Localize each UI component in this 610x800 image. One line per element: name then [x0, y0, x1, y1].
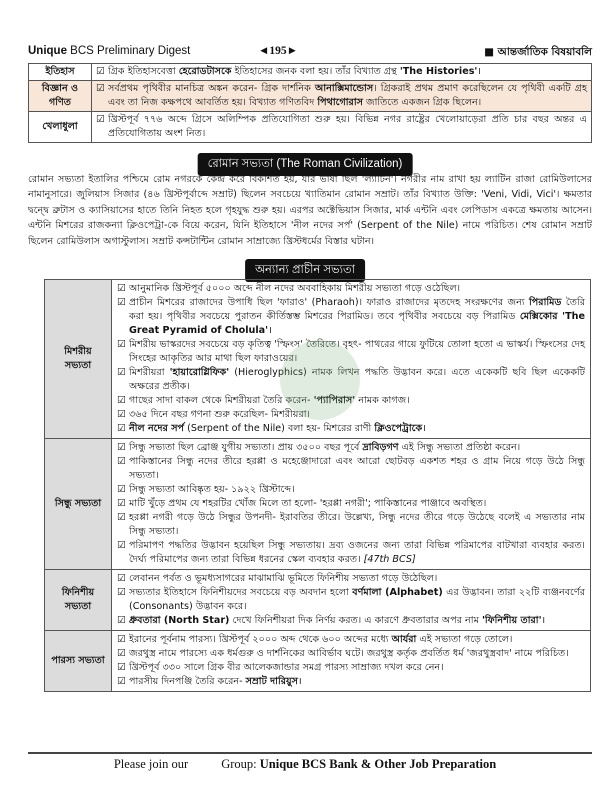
bold-text: আনাক্সিমান্ডোস [314, 83, 374, 94]
checkbox-checked-icon: ☑ [117, 423, 126, 434]
text: জরথুস্ত্র নামে পারস্যে এক ধর্মগুরু ও দার্শনিকের আবির্ভাব ঘটে। জরথুস্ত্র কর্তৃক প্রবর্তিত ধর্ম 'জরথুস্ত্রবাদ' নামে পরিচিত। [129, 648, 569, 659]
text: এই সভ্যতা গড়ে তোলে। [416, 634, 513, 645]
checkbox-checked-icon: ☑ [117, 283, 126, 294]
text: জাতিতে একজন গ্রিক ছিলেন। [362, 97, 482, 108]
bold-text: 'The Histories' [399, 66, 478, 77]
row-label: ইতিহাস [29, 64, 92, 81]
bold-text: মেক্সিকোর 'The Great Pyramid of Cholula' [129, 311, 585, 336]
text: গাছের সাদা বাকল থেকে মিশরীয়রা তৈরি করেন- [129, 395, 314, 406]
text: । [268, 325, 272, 336]
checkbox-checked-icon: ☑ [117, 615, 126, 626]
list-item [117, 633, 585, 647]
list-item [117, 497, 585, 511]
list-item [117, 366, 585, 394]
list-item [117, 408, 585, 422]
table-row [45, 439, 591, 570]
text: দেখে ফিনিশীয়রা দিক নির্ণয় করত। এ কারণে ধ্রুবতারার অপর নাম [229, 615, 482, 626]
text: হরপ্পা নগরী গড়ে উঠে সিন্ধুর উপনদী- ইরাবতির তীরে। উল্লেখ্য, সিন্ধু নদের তীরে গড়ে উঠেছে বলেই এ সভ্যতার নাম সিন্ধু সভ্যতা। [129, 512, 585, 537]
brand-rest: BCS Preliminary Digest [66, 45, 191, 57]
bold-text: আর্যরা [391, 634, 417, 645]
bold-text: 'হায়ারোগ্লিফিক' [169, 367, 230, 378]
checkbox-checked-icon: ☑ [96, 114, 105, 125]
list-item [117, 338, 585, 366]
row-label: সিন্ধু সভ্যতা [45, 439, 112, 570]
checkbox-checked-icon: ☑ [117, 456, 126, 467]
list-item [117, 511, 585, 539]
table-row [29, 112, 592, 143]
text: প্রাচীন মিশরের রাজাদের উপাধি ছিল 'ফারাও' (Pharaoh)। ফারাও রাজাদের মৃতদেহ সংরক্ষণের জন্য [129, 297, 530, 308]
text: পারসীয় দিনপঞ্জি তৈরি করেন- [129, 676, 246, 687]
list-item [117, 586, 585, 614]
list-item [117, 539, 585, 567]
checkbox-checked-icon: ☑ [117, 540, 126, 551]
section-title: ■ আন্তর্জাতিক বিষয়াবলি [484, 46, 592, 58]
footer-divider [28, 752, 592, 754]
checkbox-checked-icon: ☑ [117, 409, 126, 420]
table-row [45, 280, 591, 439]
list-item [117, 675, 585, 689]
table-row [29, 81, 592, 112]
list-item [96, 82, 587, 110]
checkbox-checked-icon: ☑ [117, 297, 126, 308]
bold-text: হেরোডটাসকে [178, 66, 232, 77]
text: মাটি খুঁড়ে প্রথম যে শহরটির খোঁজ মিলে তা হলো- 'হরপ্পা নগরী'; পাকিস্তানের পাঞ্জাবে অবস্থিত। [129, 498, 487, 509]
bold-text: ক্লিওপেট্রাকে [374, 423, 423, 434]
row-content [92, 112, 592, 143]
list-item [96, 65, 587, 79]
checkbox-checked-icon: ☑ [117, 648, 126, 659]
text: । [297, 676, 302, 687]
text: । [422, 423, 426, 434]
brand-bold: Unique [28, 45, 67, 57]
list-item [117, 296, 585, 338]
bold-text: পিরামিড [529, 297, 562, 308]
bold-text: বর্ণমালা (Alphabet) [352, 587, 443, 598]
bold-text: 'ফিনিশীয় তারা' [481, 615, 542, 626]
row-label: ফিনিশীয় সভ্যতা [45, 570, 112, 631]
row-label: পারস্য সভ্যতা [45, 631, 112, 692]
text: নামক কাগজ। [355, 395, 410, 406]
row-content [92, 81, 592, 112]
checkbox-checked-icon: ☑ [96, 66, 105, 77]
text: পাকিস্তানের সিন্ধু নদের তীরে হরপ্পা ও মহেঞ্জোদারো এবং আরো ছোটবড় একশত শহর ও গ্রাম নিয়ে গড়ে উঠে সিন্ধু সভ্যতা। [129, 456, 585, 481]
text: সর্বপ্রথম পৃথিবীর মানচিত্র অঙ্কন করেন- গ্রিক দার্শনিক [108, 83, 315, 94]
roman-civilization-heading: রোমান সভ্যতা (The Roman Civilization) [198, 153, 413, 176]
checkbox-checked-icon: ☑ [117, 573, 126, 584]
row-label: খেলাধুলা [29, 112, 92, 143]
list-item [117, 282, 585, 296]
footer-lead: Please join our [113, 757, 189, 771]
list-item [117, 483, 585, 497]
list-item [117, 661, 585, 675]
text: আনুমানিক খ্রিস্টপূর্ব ৫০০০ অব্দে নীল নদের অববাহিকায় মিশরীয় সভ্যতা গড়ে ওঠেছিল। [129, 283, 461, 294]
text: লেবানন পর্বত ও ভূমধ্যসাগরের মাঝামাঝি ভূমিতে ফিনিশীয় সভ্যতা গড়ে উঠেছিল। [129, 573, 438, 584]
table-row [45, 570, 591, 631]
page-header [28, 45, 592, 61]
checkbox-checked-icon: ☑ [117, 367, 126, 378]
text: (Serpent of the Nile) বলা হয়- মিশরের রাণী [184, 423, 375, 434]
greek-civilization-table [28, 63, 592, 143]
bold-text: দ্রাবিড়গণ [362, 442, 399, 453]
checkbox-checked-icon: ☑ [117, 395, 126, 406]
text: খ্রিস্টপূর্ব ৩৩০ সালে গ্রিক বীর আলেকজান্ডার সমগ্র পারস্য সাম্রাজ্য দখল করে নেন। [129, 662, 444, 673]
other-civilizations-heading: অন্যান্য প্রাচীন সভ্যতা [245, 259, 365, 282]
list-item [117, 394, 585, 408]
row-label: মিশরীয় সভ্যতা [45, 280, 112, 439]
row-content [112, 280, 591, 439]
page-number: ◄195► [258, 45, 299, 57]
bold-text: 'প্যাপিরাস' [313, 395, 356, 406]
checkbox-checked-icon: ☑ [96, 83, 105, 94]
checkbox-checked-icon: ☑ [117, 662, 126, 673]
text: পরিমাপণ পদ্ধতির উদ্ভাবন হয়েছিল সিন্ধু সভ্যতায়। দ্রব্য ওজনের জন্য তারা বিভিন্ন পরিমাপের বাটখারা ব্যবহার করত। দৈর্ঘ্য পরিমাপের জন্য তারা বিভিন্ন ধরনের স্কেল ব্যবহার করত। [129, 540, 585, 565]
list-item [117, 647, 585, 661]
table-row [45, 631, 591, 692]
text: । [477, 66, 481, 77]
row-content [112, 570, 591, 631]
list-item [117, 441, 585, 455]
text: এর উদ্ভাবন। তারা ২২টি ব্যঞ্জনবর্ণের (Consonants) উদ্ভাবন করে। [129, 587, 585, 612]
text: সিন্ধু সভ্যতা আবিষ্কৃত হয়- ১৯২২ খ্রিস্টাব্দে। [129, 484, 295, 495]
bold-text: ধ্রুবতারা (North Star) [129, 615, 230, 626]
checkbox-checked-icon: ☑ [117, 339, 126, 350]
table-row [29, 64, 592, 81]
row-content [112, 439, 591, 570]
text: গ্রিক ইতিহাসবেত্তা [108, 66, 179, 77]
bold-text: পিথাগোরাস [317, 97, 363, 108]
text: । গ্রিকরাই প্রথম প্রমাণ করেছিলেন যে পৃথিবী একটি গ্রহ এবং তা নিজ কক্ষপথে আবর্তিত হয়। বিখ্যাত গণিতবিদ [108, 83, 587, 108]
footer-group-label: Group: [221, 757, 257, 771]
text: সভ্যতার ইতিহাসে ফিনিশীয়দের সবচেয়ে বড় অবদান হলো [129, 587, 353, 598]
other-civilizations-table [44, 279, 591, 692]
checkbox-checked-icon: ☑ [117, 484, 126, 495]
text: সিন্ধু সভ্যতা ছিল ব্রোঞ্জ যুগীয় সভ্যতা। প্রায় ৩৫০০ বছর পূর্বে [129, 442, 363, 453]
book-title [28, 45, 190, 57]
checkbox-checked-icon: ☑ [117, 512, 126, 523]
checkbox-checked-icon: ☑ [117, 634, 126, 645]
text: মিশরীয়রা [129, 367, 170, 378]
row-content [92, 64, 592, 81]
list-item [96, 113, 587, 141]
text: তৈরি করা হয়। পৃথিবীর সবচেয়ে পুরাতন কীর্তিস্তম্ভ মিশরের পিরামিড। তবে পৃথিবীর সবচেয়ে বড় পিরামিড [129, 297, 585, 322]
row-content [112, 631, 591, 692]
bold-text: নীল নদের সর্প [129, 423, 185, 434]
checkbox-checked-icon: ☑ [117, 676, 126, 687]
footer [0, 757, 610, 772]
text: ইতিহাসের জনক বলা হয়। তাঁর বিখ্যাত গ্রন্থ [231, 66, 400, 77]
checkbox-checked-icon: ☑ [117, 587, 126, 598]
list-item [117, 614, 585, 628]
text: ৩৬৫ দিনে বছর গণনা শুরু করেছিল- মিশরীয়রা। [129, 409, 310, 420]
text: মিশরীয় ভাস্করদের সবচেয়ে বড় কৃতিত্ব 'স্ফিংস' তৈরিতে। বৃহৎ- পাথরের গায়ে ফুটিয়ে তোলা হতো এ ভাস্কর্য। স্ফিংসের দেহ সিংহের আকৃতির আর মাথা ছিল ফারাওয়ের। [129, 339, 585, 364]
text: (Hieroglyphics) নামক লিখন পদ্ধতি উদ্ভাবন করে। এতে একেকটি ছবি ছিল একেকটি অক্ষরের প্রতীক। [129, 367, 586, 392]
row-label: বিজ্ঞান ও গণিত [29, 81, 92, 112]
text: । [541, 615, 546, 626]
text: এই সিন্ধু সভ্যতা প্রতিষ্ঠা করেন। [398, 442, 521, 453]
footer-group-name: Unique BCS Bank & Other Job Preparation [259, 757, 497, 771]
checkbox-checked-icon: ☑ [117, 442, 126, 453]
text: খ্রিস্টপূর্ব ৭৭৬ অব্দে গ্রিসে অলিম্পিক প্রতিযোগিতা শুরু হয়। বিভিন্ন নগর রাষ্ট্রের খেলোয়াড়েরা প্রতি চার বছর অন্তর এ প্রতিযোগিতায় অংশ নিত। [108, 114, 587, 139]
checkbox-checked-icon: ☑ [117, 498, 126, 509]
bold-text: সম্রাট দারিয়ুস [245, 676, 298, 687]
citation: [47th BCS] [363, 554, 416, 565]
roman-civilization-paragraph: রোমান সভ্যতা ইতালির পশ্চিমে রোম নগরকে কেন্দ্র করে বিকশিত হয়, যার ভাষা ছিল 'ল্যাটিন'। নগরীর নাম রাখা হয় ল্যাটিন রাজা রোমিউলাসের নামানুসারে। জুলিয়াস সিজার (৪৬ খ্রিস্টপূর্বাব্দে সম্রাট) ছিলেন সবচেয়ে খ্যাতিমান রোমান সম্রাট। তাঁর বিখ্যাত উক্তি: 'Veni, Vidi, Vici'। ক্ষমতার দ্বন্দ্বে ব্রুটাস ও ক্যাসিয়াসের হাতে তিনি নিহত হলে গৃহযুদ্ধ শুরু হয়। এরপর অক্টেভিয়াস সিজার, মার্ক এন্টনি এবং লেপিডাস একত্রে ক্ষমতায় আসেন। এন্টনি মিশরের রাজকন্যা ক্লিওপেট্রা-কে বিয়ে করেন, যিনি ইতিহাসে 'নীল নদের সর্প' (Serpent of the Nile) নামে পরিচিত। শেষ রোমান সম্রাট ছিলেন রোমিউলাস অগাস্টুলাস। সম্রাট কন্সটান্টিন রোমান সাম্রাজ্যে খ্রিস্টধর্মের বিস্তার ঘটান। [28, 174, 592, 247]
list-item [117, 455, 585, 483]
text: ইরানের পূর্বনাম পারস্য। খ্রিস্টপূর্ব ২০০০ অব্দ থেকে ৬০০ অব্দের মধ্যে [129, 634, 392, 645]
list-item [117, 572, 585, 586]
list-item [117, 422, 585, 436]
